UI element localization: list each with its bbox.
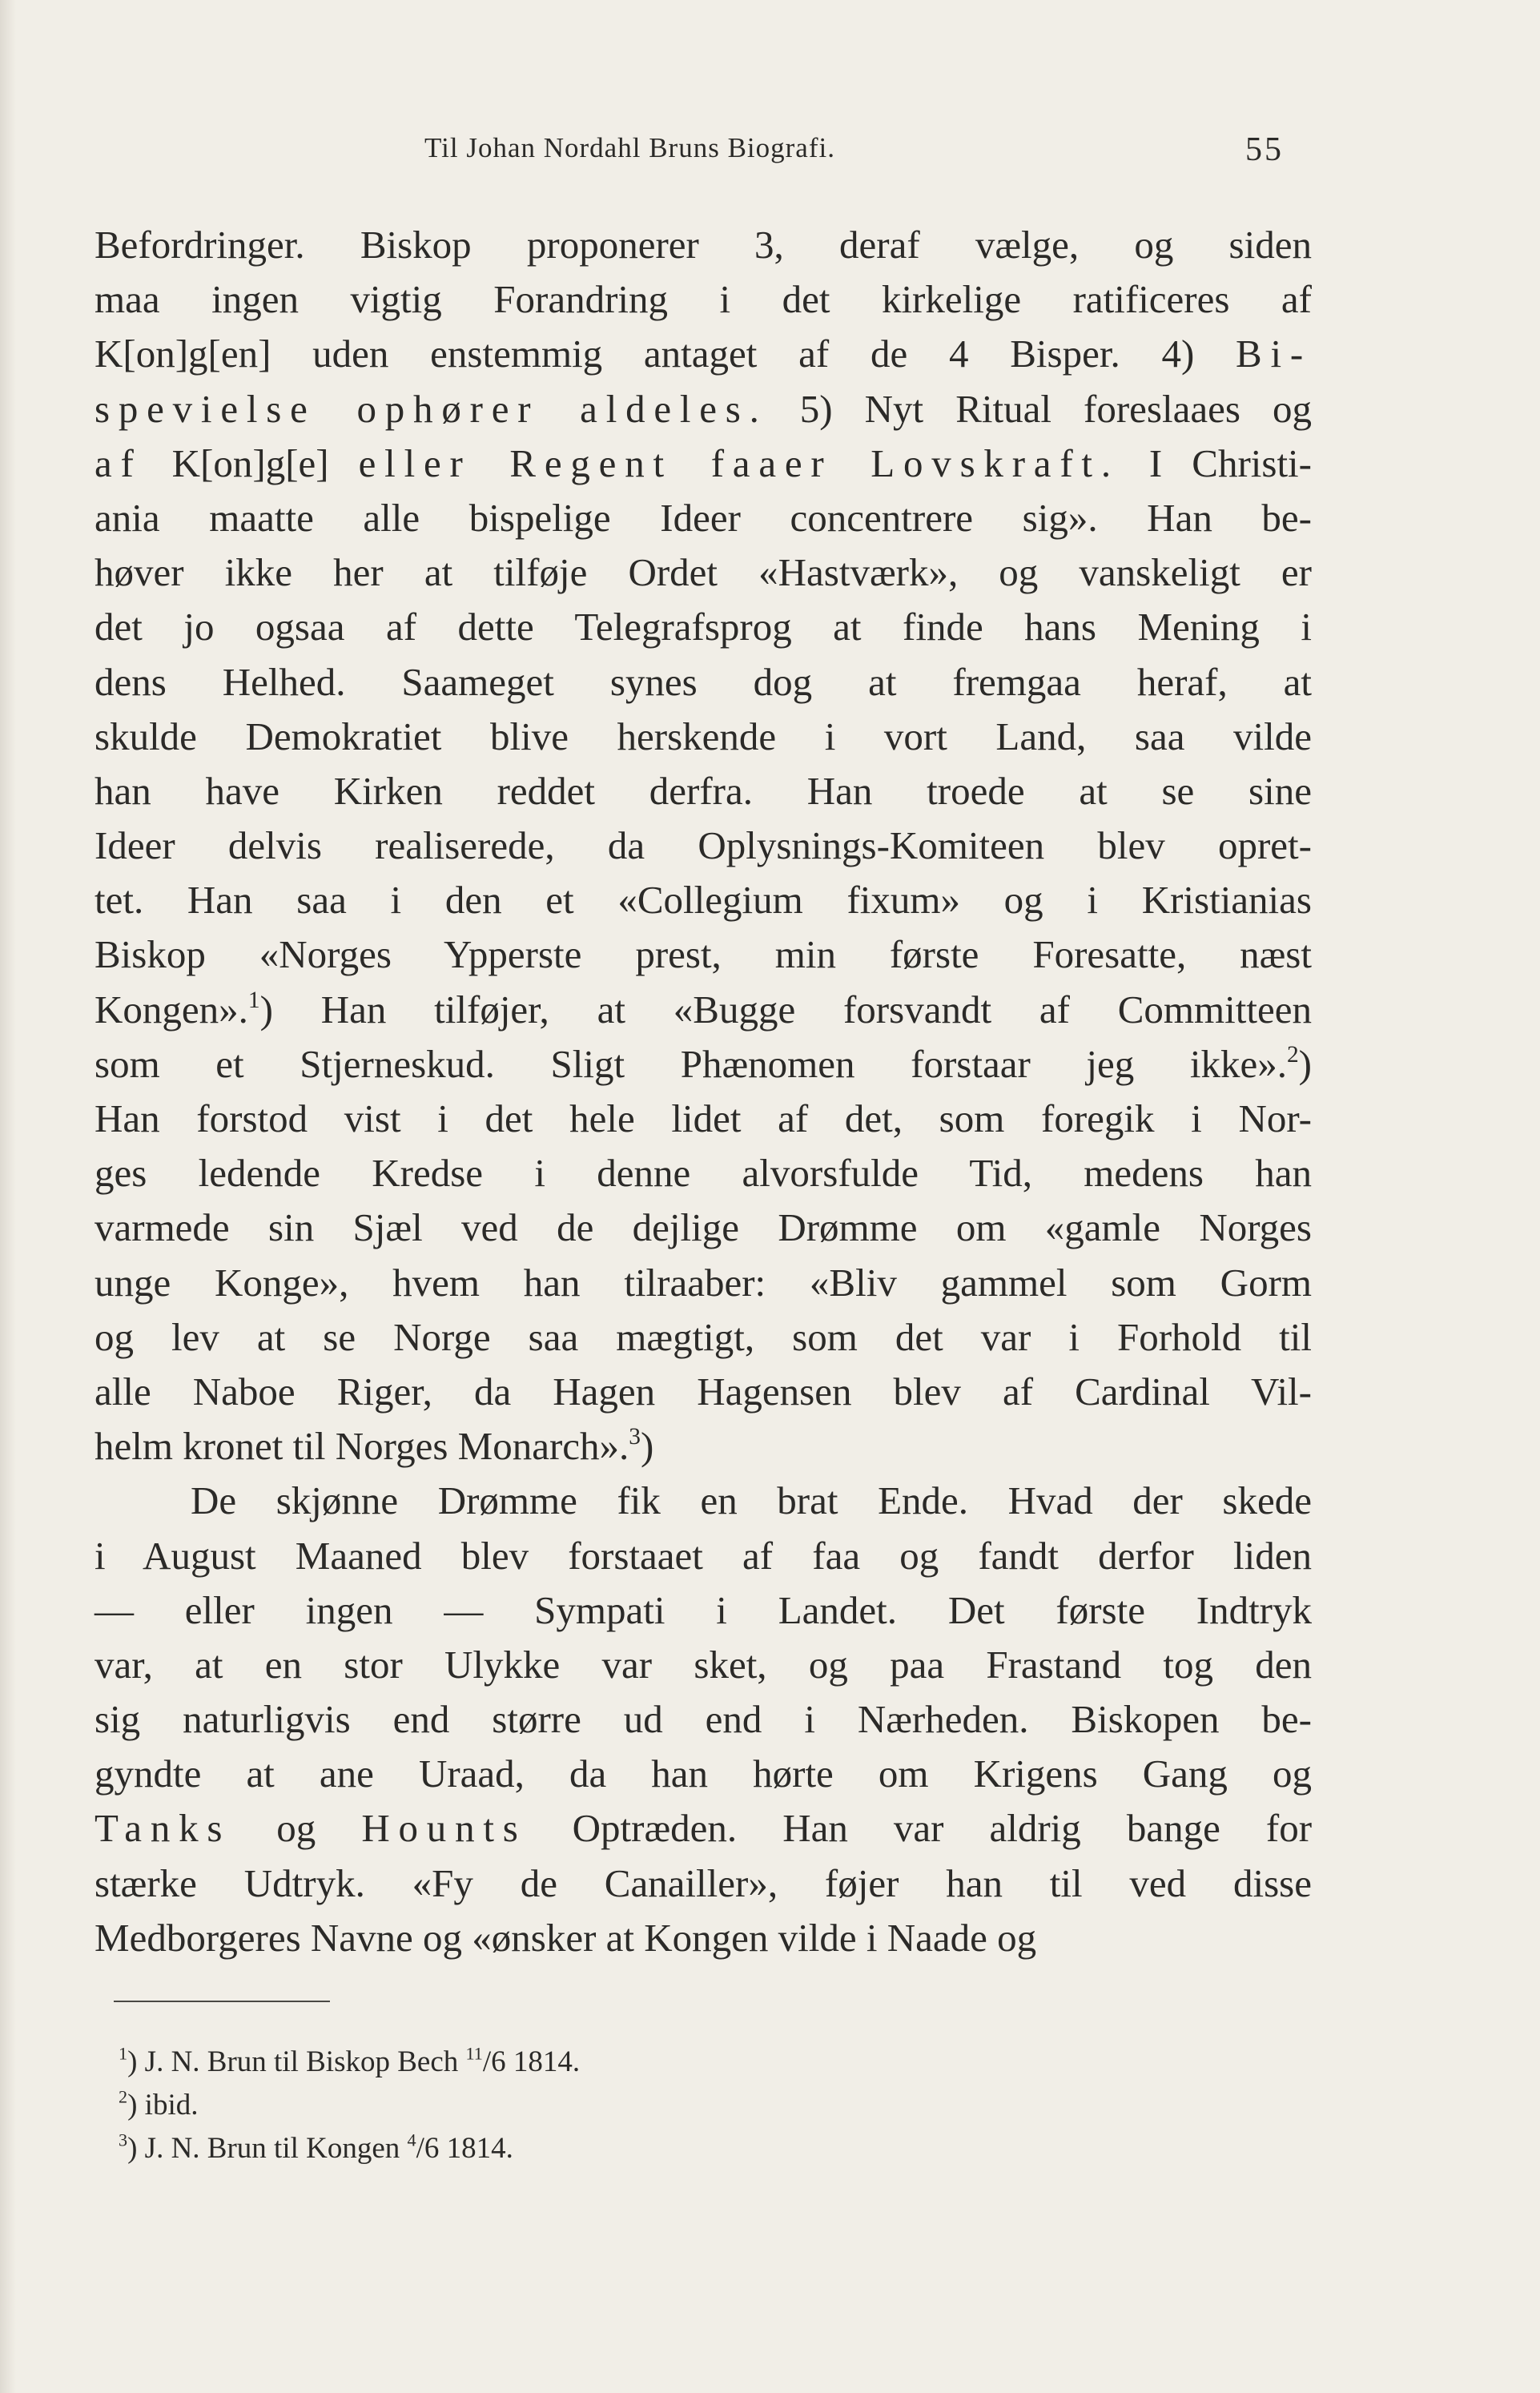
text-line — [94, 327, 1312, 381]
text-segment: Han forstod vist i det hele lidet af det, som foregik i Nor- — [94, 1096, 1312, 1140]
footnote-mark: 2 — [119, 2086, 128, 2107]
text-line — [94, 1529, 1312, 1583]
footnote-reference: 3 — [629, 1424, 641, 1450]
text-segment: som et Stjerneskud. Sligt Phænomen forstaar jeg ikke». — [94, 1041, 1287, 1086]
footnote — [119, 2127, 1080, 2170]
text-line — [94, 382, 1312, 436]
text-line — [94, 600, 1312, 654]
text-segment: Medborgeres Navne og «ønsker at Kongen vilde i Naade og — [94, 1915, 1037, 1960]
text-line — [94, 272, 1312, 327]
text-segment: maa ingen vigtig Forandring i det kirkelige ratificeres af — [94, 277, 1312, 322]
text-segment: ) — [640, 1424, 654, 1469]
text-line — [94, 218, 1312, 272]
text-segment: unge Konge», hvem han tilraaber: «Bliv gammel som Gorm — [94, 1260, 1312, 1305]
text-segment: sig naturligvis end større ud end i Nærheden. Biskopen be- — [94, 1697, 1312, 1742]
text-segment: I Christi- — [1119, 440, 1312, 485]
text-line — [94, 1801, 1312, 1856]
spaced-text: Bi- — [1236, 332, 1312, 376]
text-line — [94, 1419, 1312, 1474]
footnote-date-rest: /6 1814. — [482, 2045, 581, 2078]
text-segment: Biskop «Norges Ypperste prest, min første Foresatte, næst — [94, 932, 1312, 977]
footnote-paren: ) — [127, 2089, 145, 2122]
page-edge — [0, 0, 16, 2393]
text-line — [94, 436, 1312, 491]
text-segment: stærke Udtryk. «Fy de Canailler», føjer han til ved disse — [94, 1860, 1312, 1905]
footnote-reference: 1 — [247, 987, 260, 1013]
text-segment: K[on]g[e] — [142, 440, 359, 485]
footnote-reference: 2 — [1286, 1041, 1299, 1068]
text-segment: De skjønne Drømme fik en brat Ende. Hvad der skede — [191, 1478, 1312, 1523]
text-segment: tet. Han saa i den et «Collegium fixum» og i Kristianias — [94, 878, 1312, 923]
text-line — [94, 1256, 1312, 1310]
text-segment: ) Han tilføjer, at «Bugge forsvandt af Committeen — [259, 987, 1312, 1032]
text-segment: ges ledende Kredse i denne alvorsfulde Tid, medens han — [94, 1151, 1312, 1196]
text-line — [94, 491, 1312, 545]
running-head — [0, 132, 1540, 180]
text-line — [94, 873, 1312, 927]
text-segment: skulde Demokratiet blive herskende i vort Land, saa vilde — [94, 714, 1312, 758]
text-line — [94, 1638, 1312, 1692]
text-line — [94, 1201, 1312, 1255]
text-segment: gyndte at ane Uraad, da han hørte om Krigens Gang og — [94, 1752, 1312, 1796]
spaced-text: spevielse ophører aldeles. — [94, 386, 768, 431]
text-segment: og — [231, 1806, 362, 1851]
text-segment: var, at en stor Ulykke var sket, og paa Frastand tog den — [94, 1642, 1312, 1687]
footnote-date-day: 11 — [465, 2043, 483, 2064]
text-line — [94, 1583, 1312, 1638]
text-segment: Befordringer. Biskop proponerer 3, deraf vælge, og siden — [94, 223, 1312, 267]
text-line — [94, 655, 1312, 710]
footnote-rule — [114, 2001, 330, 2002]
text-segment: Kongen». — [94, 987, 248, 1032]
text-line — [94, 1146, 1312, 1201]
text-line — [94, 545, 1312, 600]
text-segment: høver ikke her at tilføje Ordet «Hastværk», og vanskeligt er — [94, 550, 1312, 595]
text-line — [94, 1911, 1312, 1965]
text-line — [94, 927, 1312, 982]
footnote-text: J. N. Brun til Biskop Bech — [144, 2045, 466, 2078]
text-segment: han have Kirken reddet derfra. Han troede at se sine — [94, 768, 1312, 813]
footnotes — [119, 2041, 1080, 2170]
text-segment: helm kronet til Norges Monarch». — [94, 1424, 629, 1469]
text-segment: Ideer delvis realiserede, da Oplysnings-Komiteen blev opret- — [94, 823, 1312, 868]
text-segment: ) — [1298, 1041, 1312, 1086]
text-line — [94, 1092, 1312, 1146]
footnote — [119, 2041, 1080, 2084]
text-line — [94, 983, 1312, 1037]
running-title: Til Johan Nordahl Bruns Biografi. — [424, 132, 835, 163]
text-segment: Optræden. Han var aldrig bange for — [526, 1806, 1313, 1851]
spaced-text: af — [94, 440, 143, 485]
text-line — [94, 1365, 1312, 1419]
text-line — [94, 1856, 1312, 1911]
text-line — [94, 764, 1312, 818]
text-line — [94, 1310, 1312, 1365]
text-segment: i August Maaned blev forstaaet af faa og fandt derfor liden — [94, 1533, 1312, 1578]
text-segment: dens Helhed. Saameget synes dog at fremgaa heraf, at — [94, 659, 1312, 704]
footnote — [119, 2084, 1080, 2127]
footnote-date-day: 4 — [407, 2130, 416, 2150]
text-line — [94, 710, 1312, 764]
text-line — [94, 1037, 1312, 1092]
text-line — [94, 1474, 1312, 1528]
text-line — [94, 1692, 1312, 1747]
text-segment: alle Naboe Riger, da Hagen Hagensen blev af Cardinal Vil- — [94, 1369, 1312, 1414]
text-segment: — eller ingen — Sympati i Landet. Det første Indtryk — [94, 1587, 1312, 1632]
footnote-paren: ) — [127, 2045, 145, 2078]
spaced-text: Tanks — [94, 1806, 231, 1851]
footnote-text: ibid. — [144, 2089, 199, 2122]
text-line — [94, 1747, 1312, 1801]
text-segment: K[on]g[en] uden enstemmig antaget af de 4 Bisper. 4) — [94, 332, 1236, 376]
footnote-paren: ) — [127, 2132, 145, 2165]
page-number: 55 — [1245, 131, 1284, 168]
text-segment: ania maatte alle bispelige Ideer concentrere sig». Han be- — [94, 495, 1312, 540]
text-segment: 5) Nyt Ritual foreslaaes og — [767, 386, 1312, 431]
footnote-date-rest: /6 1814. — [416, 2132, 513, 2165]
spaced-text: eller Regent faaer Lovskraft. — [358, 440, 1120, 485]
text-segment: varmede sin Sjæl ved de dejlige Drømme om «gamle Norges — [94, 1205, 1312, 1250]
spaced-text: Hounts — [361, 1806, 527, 1851]
text-segment: det jo ogsaa af dette Telegrafsprog at finde hans Mening i — [94, 605, 1312, 650]
footnote-text: J. N. Brun til Kongen — [144, 2132, 408, 2165]
footnote-mark: 1 — [119, 2043, 128, 2064]
text-line — [94, 818, 1312, 873]
text-segment: og lev at se Norge saa mægtigt, som det var i Forhold til — [94, 1314, 1312, 1359]
footnote-mark: 3 — [119, 2130, 128, 2150]
body-text — [94, 218, 1312, 1964]
